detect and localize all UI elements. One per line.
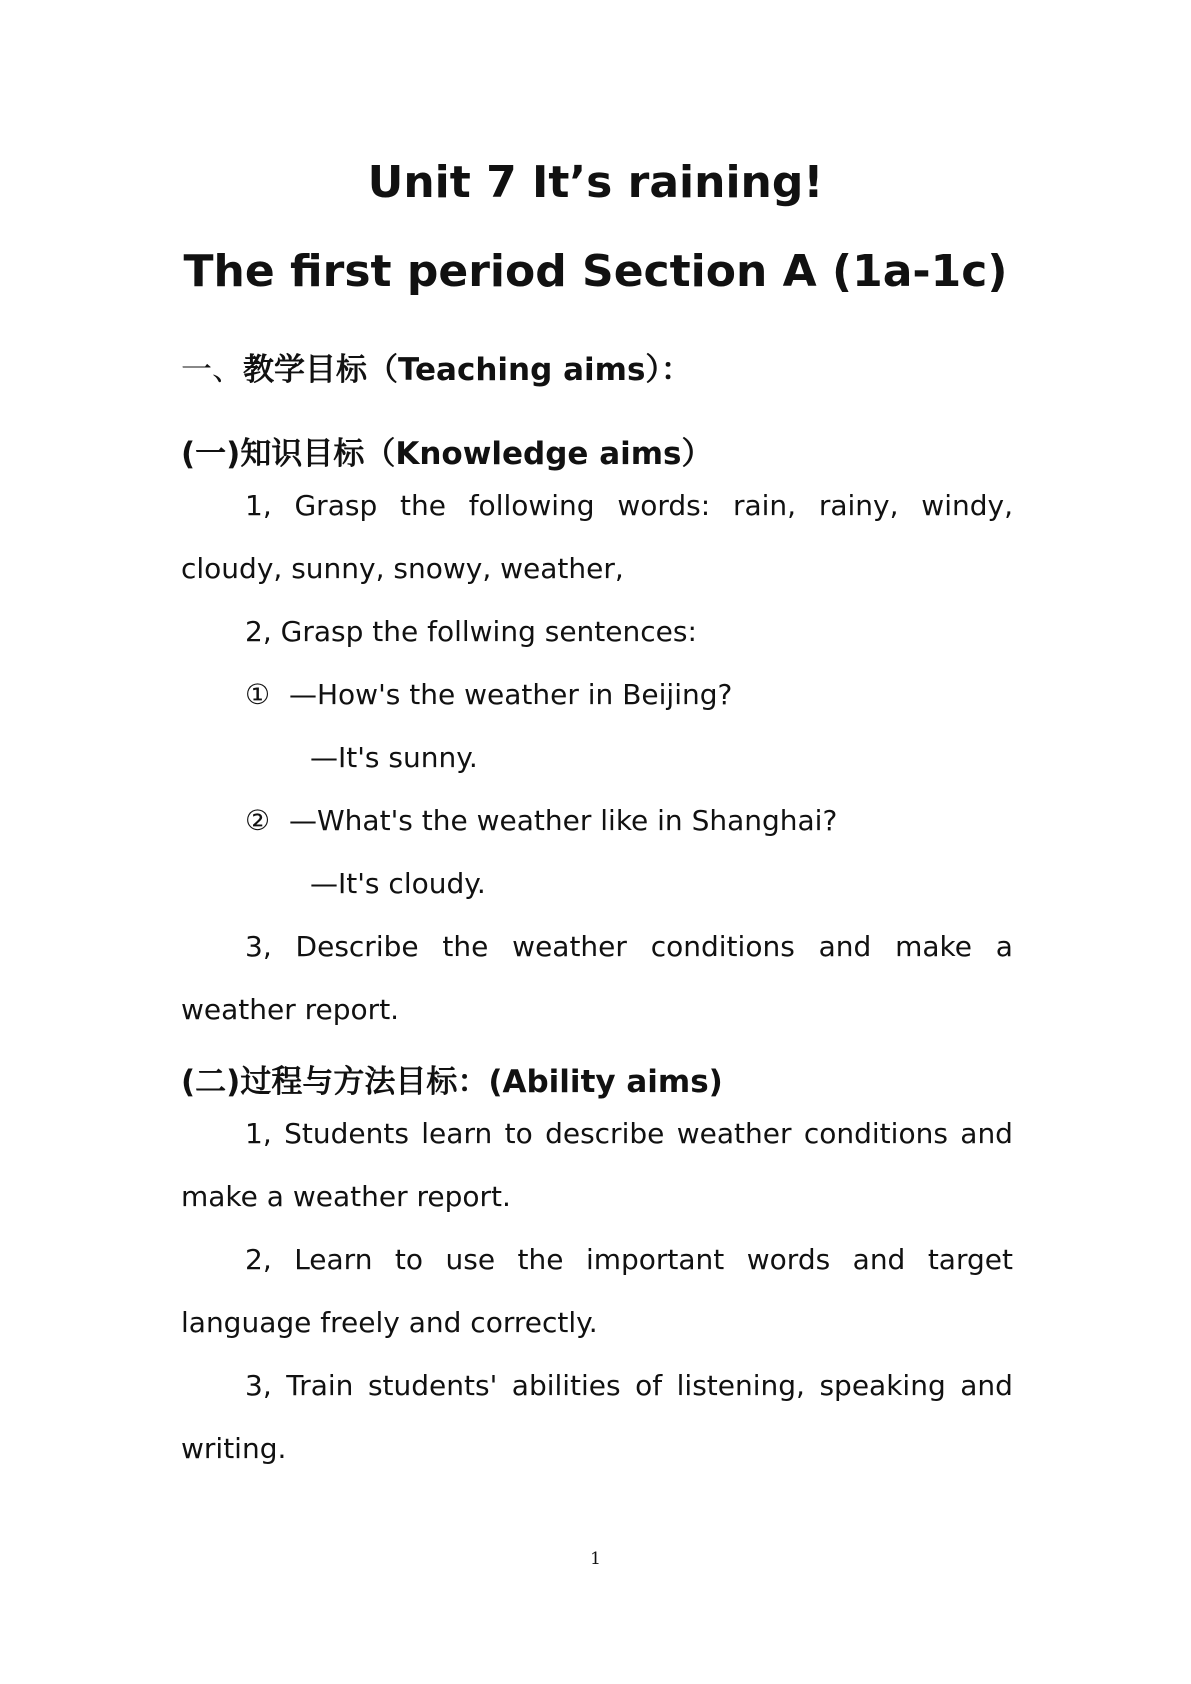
knowledge-item-3-line-2: weather report. <box>181 993 400 1026</box>
ability-item-3-line-1 <box>245 1369 1013 1402</box>
ability-item-2-line-2: language freely and correctly. <box>181 1306 598 1339</box>
knowledge-item-1-line-2: cloudy, sunny, snowy, weather, <box>181 552 624 585</box>
word: to <box>504 1117 533 1150</box>
word: Students <box>284 1117 409 1150</box>
word: listening, <box>676 1369 805 1402</box>
word: and <box>960 1117 1013 1150</box>
word: to <box>394 1243 424 1276</box>
word: windy, <box>921 489 1013 522</box>
ability-item-1-line-1 <box>245 1117 1013 1150</box>
section-teaching-aims-heading <box>181 344 692 389</box>
word: words <box>746 1243 831 1276</box>
word: important <box>585 1243 725 1276</box>
word: learn <box>421 1117 493 1150</box>
word: Train <box>286 1369 354 1402</box>
word: Learn <box>294 1243 373 1276</box>
sentence-text: —What's the weather like in Shanghai? <box>289 804 838 837</box>
sentence-2-question <box>245 804 837 837</box>
word: a <box>995 930 1013 963</box>
word: words: <box>617 489 711 522</box>
knowledge-item-2: 2, Grasp the follwing sentences: <box>245 615 697 648</box>
word: and <box>960 1369 1013 1402</box>
sentence-text: —How's the weather in Beijing? <box>289 678 733 711</box>
word: following <box>468 489 595 522</box>
word: 2, <box>245 1243 272 1276</box>
word: students' <box>367 1369 498 1402</box>
word: abilities <box>511 1369 621 1402</box>
document-subtitle: The first period Section A (1a-1c) <box>183 246 1008 297</box>
word: target <box>927 1243 1013 1276</box>
word: speaking <box>819 1369 946 1402</box>
knowledge-item-1-line-1 <box>245 489 1013 522</box>
word: Describe <box>295 930 419 963</box>
sentence-2-answer: —It's cloudy. <box>310 867 486 900</box>
section-prefix: 一、 <box>181 352 243 388</box>
sentence-1-answer: —It's sunny. <box>310 741 478 774</box>
word: the <box>517 1243 564 1276</box>
knowledge-item-3-line-1 <box>245 930 1013 963</box>
sentence-1-question <box>245 678 732 711</box>
word: conditions <box>650 930 795 963</box>
word: conditions <box>803 1117 948 1150</box>
word: weather <box>512 930 627 963</box>
ability-item-3-line-2: writing. <box>181 1432 287 1465</box>
word: 3, <box>245 930 272 963</box>
word: weather <box>676 1117 792 1150</box>
word: of <box>635 1369 663 1402</box>
ability-aims-heading: (二)过程与方法目标：(Ability aims) <box>181 1064 723 1100</box>
word: use <box>445 1243 496 1276</box>
word: rainy, <box>818 489 899 522</box>
section-heading-text: 教学目标（Teaching aims）： <box>243 352 692 388</box>
ability-item-2-line-1 <box>245 1243 1013 1276</box>
page-number: 1 <box>590 1549 601 1569</box>
word: rain, <box>732 489 797 522</box>
word: the <box>442 930 489 963</box>
word: describe <box>545 1117 665 1150</box>
word: 3, <box>245 1369 272 1402</box>
word: 1, <box>245 1117 272 1150</box>
word: and <box>852 1243 906 1276</box>
knowledge-aims-heading: (一)知识目标（Knowledge aims） <box>181 436 713 472</box>
circled-number-2: ② <box>245 804 271 837</box>
word: Grasp <box>294 489 378 522</box>
word: 1, <box>245 489 272 522</box>
circled-number-1: ① <box>245 678 271 711</box>
word: make <box>895 930 972 963</box>
ability-item-1-line-2: make a weather report. <box>181 1180 511 1213</box>
word: and <box>818 930 872 963</box>
document-title: Unit 7 It’s raining! <box>367 157 824 208</box>
word: the <box>399 489 446 522</box>
